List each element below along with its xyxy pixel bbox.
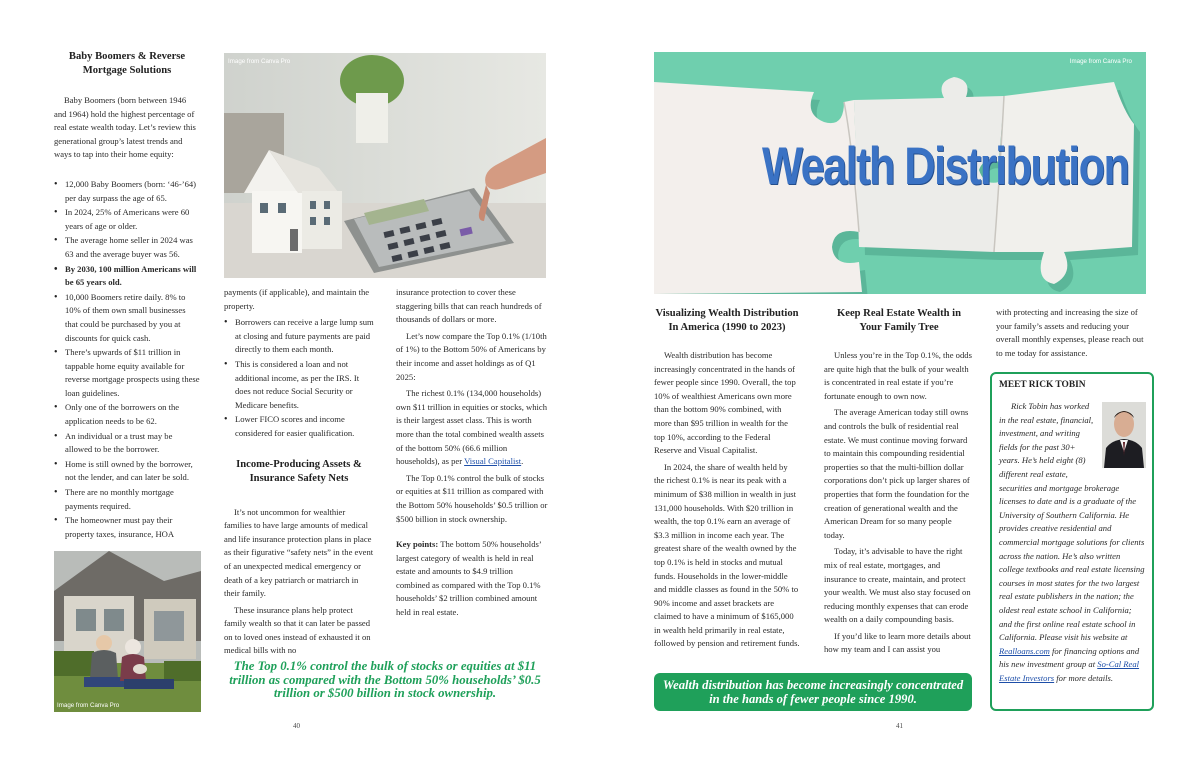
wealth-distribution-hero bbox=[654, 52, 1146, 294]
hero-title: Wealth Distribution bbox=[762, 137, 1129, 196]
list-item: • An individual or a trust may be allowed to be the borrower. bbox=[54, 430, 200, 457]
left-col1 bbox=[54, 50, 200, 542]
list-item: • Home is still owned by the borrower, not the lender, and can later be sold. bbox=[54, 458, 200, 485]
list-item: • 10,000 Boomers retire daily. 8% to 10% of them own small businesses that could be purchased by you at discounts for quick cash. bbox=[54, 291, 200, 345]
couple-house-illustration bbox=[54, 551, 201, 712]
headshot-illustration bbox=[1102, 402, 1146, 468]
list-item: • There are no monthly mortgage payments required. bbox=[54, 486, 200, 513]
banner-text: Wealth distribution has become increasingly concentrated in the hands of fewer people since 1990. bbox=[662, 678, 964, 706]
page-number-right: 41 bbox=[896, 722, 903, 730]
list-item: • In 2024, 25% of Americans were 60 years of age or older. bbox=[54, 206, 200, 233]
realloans-link[interactable]: Realloans.com bbox=[999, 645, 1050, 656]
house-calculator-photo bbox=[224, 53, 546, 278]
list-item: • Lower FICO scores and income considered for easier qualification. bbox=[224, 413, 374, 440]
hero-photo-credit: Image from Canva Pro bbox=[1069, 58, 1132, 65]
key-points-paragraph: Key points: The bottom 50% households’ largest category of wealth is held in real estate and amounts to $4.9 trillion combined as compared with the Top 0.1% households’ $2 trillion combined amount held in real estate. bbox=[396, 539, 542, 618]
list-item: • 12,000 Baby Boomers (born: ‘46-’64) per day surpass the age of 65. bbox=[54, 178, 200, 205]
list-item: • By 2030, 100 million Americans will be 65 years old. bbox=[54, 263, 200, 290]
right-col1: Visualizing Wealth Distribution In America (1990 to 2023) Wealth distribution has become increasingly concentrated in the hands of fewer people since 1990. Overall, the top 10% of wealthiest Americans own more than the bottom 90% combined, with more than $95 trillion in wealth for the top 10%, according to the Federal Reserve and Visual Capitalist. In 2024, the share of wealth held by the richest 0.1% is near its peak with a minimum of $38 million in wealth in just 131,000 households. With $20 trillion in wealth, the top 0.1% earn an average of $3.3 million in income each year. The greatest share of the wealth owned by the top 0.1% is held in stocks and mutual funds. Households in the lower-middle and middle classes as found in the 50% to 90% income and asset brackets are claimed to have a minimum of $165,000 in wealth held primarily in real estate, followed by pension and retirement funds. bbox=[654, 308, 800, 649]
house-calculator-illustration bbox=[224, 53, 546, 278]
bio-box bbox=[990, 372, 1154, 711]
boomer-bullet-list bbox=[54, 178, 200, 541]
list-item: • Only one of the borrowers on the application needs to be 62. bbox=[54, 401, 200, 428]
socal-investors-link[interactable]: So-Cal Real Estate Investors bbox=[999, 659, 1140, 683]
page-number-left: 40 bbox=[293, 722, 300, 730]
heading-baby-boomers: Baby Boomers & Reverse Mortgage Solutions bbox=[68, 51, 186, 76]
right-col2: Keep Real Estate Wealth in Your Family Tree Unless you’re in the Top 0.1%, the odds are quite high that the bulk of your wealth is concentrated in real estate if you’re fortunate enough to own now. The average American today still owns and controls the bulk of residential real estate. We must continue moving forward to maintain this compounding residential properties so that the multi-billion dollar corporations don’t pick up larger shares of properties that form the foundation for the creation of generational wealth and the American Dream for so many people today. Today, it’s advisable to have the right mix of real estate, mortgages, and insurance to create, maintain, and protect your wealth. We must also stay focused on reducing monthly expenses that can erode wealth on a daily compounding basis. If you’d like to learn more details about how my team and I can assist you bbox=[824, 307, 974, 660]
left-col3: insurance protection to cover these staggering bills that can reach hundreds of thousands of dollars or more. Let’s now compare the Top 0.1% (1/10th of 1%) to the Bottom 50% of Americans by their income and asset holdings as of Q1 2025: The richest 0.1% (134,000 households) own $11 trillion in equities or stocks, which is their largest asset class. This is worth more than the total combined wealth assets of the bottom 50% (66.6 million households), as per Visual Capitalist. The Top 0.1% control the bulk of stocks or equities at $11 trillion as compared with the Bottom 50% households’ $0.5 trillion or $500 billion in stock ownership. Key points: The bottom 50% households’ largest category of wealth is held in real estate and amounts to $4.9 trillion combined as compared with the Top 0.1% households’ $2 trillion combined amount held in real estate. bbox=[396, 286, 548, 623]
pull-quote: The Top 0.1% control the bulk of stocks or equities at $11 trillion as compared with the Bottom 50% households’ $0.5 trillion or $500 billion in stock ownership. bbox=[229, 659, 541, 701]
photo-credit-top: Image from Canva Pro bbox=[228, 58, 291, 65]
author-headshot bbox=[1102, 402, 1146, 468]
heading-keep-real-estate: Keep Real Estate Wealth in Your Family Tree bbox=[837, 308, 961, 333]
borrower-bullet-list bbox=[224, 316, 374, 440]
left-col2: payments (if applicable), and maintain the property. • Borrowers can receive a large lump sum at closing and future payments are paid directly to them each month. • This is considered a loan and not additional income, as per the IRS. It does not reduce Social Security or Medicare benefits. • Lower FICO scores and income considered for easier qualification. Income-Producing Assets & Insurance Safety Nets It’s not uncommon for wealthier families to have large amounts of medical and life insurance protection plans in place as their figurative “safety nets” in the event of an unexpected medical emergency or death of a key patriarch or matriarch in their family. These insurance plans help protect family wealth so that it can later be passed on to loved ones instead of exhausted it on medical bills with no bbox=[224, 286, 374, 661]
list-item: • The average home seller in 2024 was 63 and the average buyer was 56. bbox=[54, 234, 200, 261]
heading-visualizing-wealth: Visualizing Wealth Distribution In America (1990 to 2023) bbox=[655, 308, 799, 333]
visual-capitalist-link[interactable]: Visual Capitalist bbox=[464, 456, 522, 467]
couple-photo bbox=[54, 551, 201, 712]
list-item: • This is considered a loan and not additional income, as per the IRS. It does not reduce Social Security or Medicare benefits. bbox=[224, 358, 374, 412]
bio-title: MEET RICK TOBIN bbox=[999, 380, 1086, 390]
heading-income-producing: Income-Producing Assets & Insurance Safety Nets bbox=[236, 458, 362, 484]
green-banner bbox=[654, 673, 972, 711]
list-item: • Borrowers can receive a large lump sum at closing and future payments are paid directly to them each month. bbox=[224, 316, 374, 357]
visual-capitalist-paragraph: The richest 0.1% (134,000 households) own $11 trillion in equities or stocks, which is their largest asset class. This is worth more than the total combined wealth assets of the bottom 50% (66.6 million households), as per Visual Capitalist. bbox=[396, 388, 548, 467]
bio-text: Rick Tobin has worked in the real estate, financial, investment, and writing fields for the past 30+ years. He’s held eight (8) different real estate, securities and mortgage brokerage licenses to date and is a graduate of the University of Southern California. He provides creative residential and commercial mortgage solutions for clients across the nation. He’s also written college textbooks and real estate licensing courses in most states for the two largest real estate publishers in the nation; the oldest real estate school in California; and the first online real estate school in California. Please visit his website at Realloans.com for financing options and his new investment group at So-Cal Real Estate Investors for more details. bbox=[999, 401, 1145, 683]
intro-paragraph: Baby Boomers (born between 1946 and 1964) hold the highest percentage of real estate wealth today. Let’s review this generational group’s latest trends and ways to tap into their home equity: bbox=[54, 95, 196, 160]
right-col3: with protecting and increasing the size of your family’s assets and reducing your overall monthly expenses, please reach out to me today for assistance. bbox=[996, 307, 1144, 358]
photo-credit: Image from Canva Pro bbox=[57, 702, 120, 709]
list-item: • There’s upwards of $11 trillion in tappable home equity available for reverse mortgage prospects using these loan guidelines. bbox=[54, 346, 200, 400]
list-item: • The homeowner must pay their property taxes, insurance, HOA bbox=[54, 514, 200, 541]
